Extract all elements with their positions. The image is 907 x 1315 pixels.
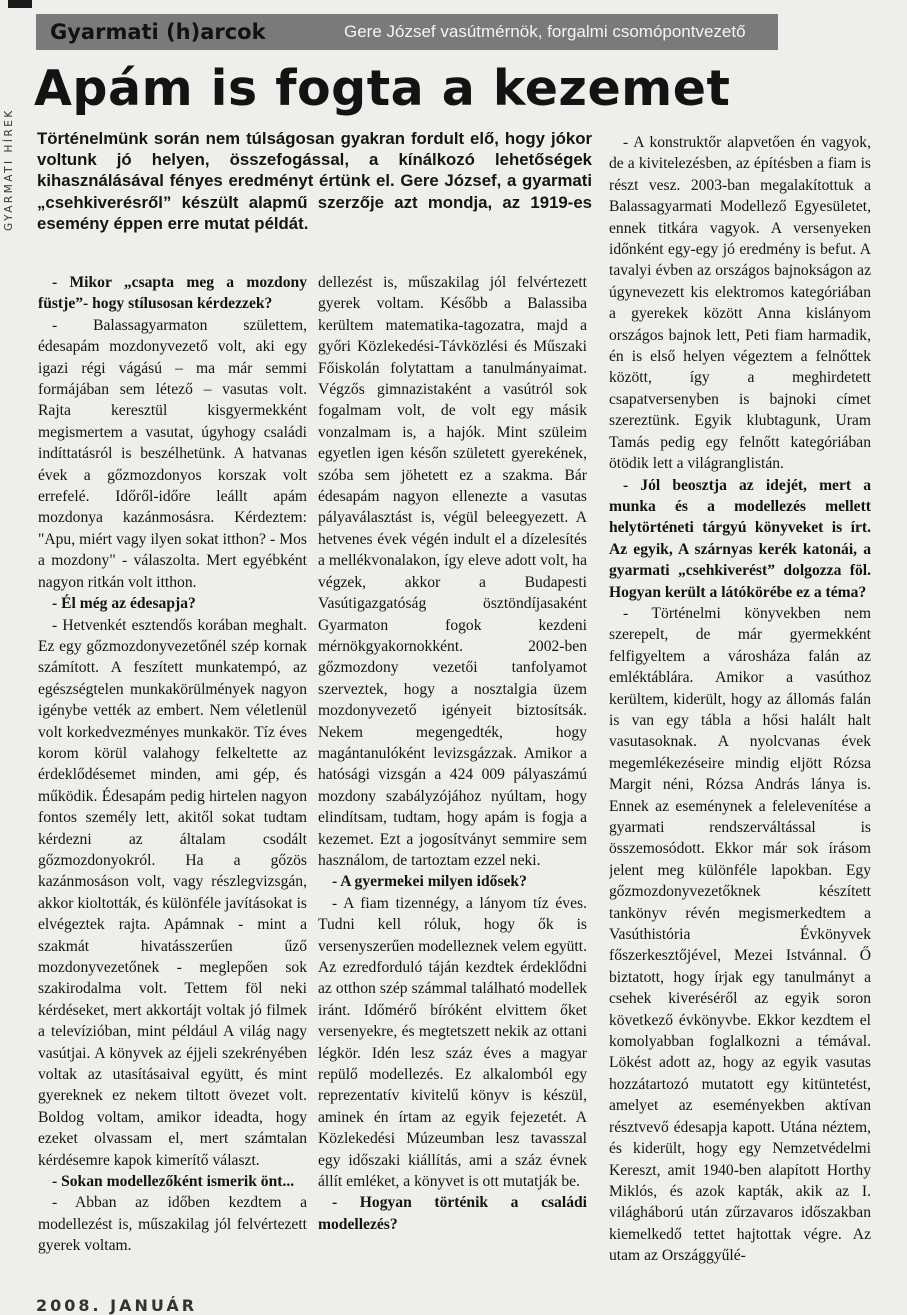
interview-question: - A gyermekei milyen idősek? <box>332 873 527 891</box>
interview-answer: - Balassagyarmaton születtem, édesapám mozdonyvezető volt, aki egy igazi régi vágású – ma már semmi formájában sem létező – vasutas volt. Rajta keresztül kisgyermekként megismertem a vasutat, úgyhogy családi indíttatásról is beszélhetünk. A hatvanas évek a gőzmozdonyos korszak volt errefelé. Időről-időre leállt apám mozdonya kazánmosásra. Kérdeztem: "Apu, miért vagy ilyen sokat itthon? - Mos a mozdony" - válaszolta. Mert egyébként nagyon ritkán volt itthon. <box>38 316 307 591</box>
article-column-2 <box>318 272 587 1272</box>
page-footer-date: 2008. JANUÁR <box>36 1296 198 1315</box>
interview-question: - Él még az édesapja? <box>52 595 196 613</box>
corner-mark <box>8 0 32 8</box>
interview-question: - Hogyan történik a családi modellezés? <box>318 1194 587 1233</box>
article-headline: Apám is fogta a kezemet <box>34 60 731 117</box>
section-label: Gyarmati (h)arcok <box>50 20 266 44</box>
article-subtitle: Gere József vasútmérnök, forgalmi csomópontvezető <box>344 22 746 41</box>
interview-answer: - Történelmi könyvekben nem szerepelt, de már gyermekként felfigyeltem a városháza falán az emléktáblára. Amikor a vasúthoz kerültem, kiderült, hogy az állomás falán is van egy tábla a hősi halált halt vasutasoknak. A nyolcvanas évek megemlékezéseire mindig eljött Rózsa Margit néni, Rózsa András lánya is. Ennek az eseménynek a felelevenítése a gyarmati rendszerváltással is összemosódott. Ekkor már sok írásom jelent meg különféle lapokban. Egy gőzmozdonyvezetőknek készített tankönyv révén megismerkedtem a Vasúthistória Évkönyvek főszerkesztőjével, Mezei Istvánnal. Ő biztatott, hogy írjak egy tanulmányt a csehek kiveréséről az egyik soron következő évkönyvbe. Ekkor kezdtem el komolyabban foglalkozni a témával. Lökést adott az, hogy az egyik vasutas hozzátartozó mutatott egy kitüntetést, amelyet az eseményekben aktívan résztvevő édesapja kapott. Utána néztem, és kiderült, hogy egy Nemzetvédelmi Kereszt, amit 1940-ben alapított Horthy Miklós, és azok kapták, akik az I. világháború után zűrzavaros időszakban kiemelkedő tettet hajtottak végre. Az utam az Országgyűlé- <box>609 604 871 1265</box>
article-column-1 <box>38 272 307 1272</box>
article-column-3 <box>609 132 871 1272</box>
interview-answer: - Hetvenkét esztendős korában meghalt. Ez egy gőzmozdonyvezetőnél szép kornak számított. A feszített munkatempó, az egészségtelen munkakörülmények nagyon igénybe vették az embert. Nem véletlenül volt korkedvezményes munkakör. Tíz éves korom körül valahogy felkeltette az érdeklődésemet minden, ami gép, és működik. Édesapám pedig hirtelen nagyon fontos személy lett, akitől sokat tudtam kérdezni az általam csodált gőzmozdonyokról. Ha a gőzös kazánmosáson volt, vagy részlegvizsgán, akkor kioltották, és különféle javításokat is elvégeztek rajta. Apámnak - mint a szakmát hivatásszerűen űző mozdonyvezetőnek - meglepően sok szakirodalma volt. Tettem föl neki kérdéseket, mert akkortájt voltak jó filmek a televízióban, mint például A világ nagy vasútjai. A könyvek az éjjeli szekrényében voltak az utasításaival együtt, és mint gyereknek ez nekem tiltott övezet volt. Boldog voltam, amikor ideadta, hogy ezeket olvassam el, mert számtalan kérdésemre kapok kimerítő választ. <box>38 616 307 1169</box>
interview-answer: - A konstruktőr alapvetően én vagyok, de a kivitelezésben, az építésben a fiam is részt vesz. 2003-ban megalakítottuk a Balassagyarmati Modellező Egyesületet, ennek titkára vagyok. A versenyeken időnként egy-egy jó eredmény is befut. A tavalyi évben az országos bajnokságon az úgynevezett kis elektromos kategóriában a gyerekek között Anna kislányom országos bajnok lett, Peti fiam harmadik, én is első helyen végeztem a felnőttek között, így a meghirdetett csapatversenyben is bajnoki címet szereztünk. Egyik klubtagunk, Uram Tamás pedig egy felnőtt kategóriában ötödik lett a világranglistán. <box>609 134 871 473</box>
interview-answer: - Abban az időben kezdtem a modellezést is, műszakilag jól felvértezett gyerek voltam. <box>38 1194 307 1255</box>
section-header-bar <box>36 14 778 50</box>
interview-question: - Mikor „csapta meg a mozdony füstje”- hogy stílusosan kérdezzek? <box>38 274 307 313</box>
interview-answer: dellezést is, műszakilag jól felvértezett gyerek voltam. Később a Balassiba kerültem matematika-tagozatra, majd a győri Közlekedési-Távközlési és Műszaki Főiskolán folytattam a tanulmányaimat. Végzős gimnazistaként a vasútról sok fogalmam volt, de volt egy másik vonzalmam is, a hajók. Mint szüleim egyetlen igen későn született gyerekének, szóba sem jöhetett ez a szakma. Bár édesapám nagyon ellenezte a vasutas pályaválasztást is, végül beleegyezett. A hetvenes évek végén indult el a dízelesítés a mellékvonalakon, így eleve adott volt, ha végzek, akkor a Budapesti Vasútigazgatóság ösztöndíjasaként Gyarmaton fogok kezdeni mérnökgyakornokként. 2002-ben gőzmozdony vezetői tanfolyamot szerveztek, hogy a nosztalgia üzem mozdonyvezető igényeit biztosítsák. Nekem megengedték, hogy magántanulóként levizsgázzak. Amikor a hatósági vizsgán a 424 009 pályaszámú mozdony szabályzójához nyúltam, hogy elindítsam, tudtam, hogy apám is fogja a kezemet. Ezt a jogosítványt semmire sem használom, de tartoztam ezzel neki. <box>318 274 587 869</box>
section-sidebar-label: GYARMATI HÍREK <box>3 108 15 232</box>
bleed-heading-shape <box>790 16 907 32</box>
interview-answer: - A fiam tizennégy, a lányom tíz éves. Tudni kell róluk, hogy ők is versenyszerűen modelleznek velem együtt. Az ezredforduló táján kezdtek érdeklődni az otthon szép számmal található modellek iránt. Időmérő bíróként elvittem őket versenyekre, és megtetszett nekik az ottani légkör. Idén lesz száz éves a magyar repülő modellezés. Ez alkalomból egy reprezentatív kivitelű könyv is készül, aminek én írtam az egyik fejezetét. A Közlekedési Múzeumban lesz tavasszal egy időszaki kiállítás, ami a száz évnek állít emléket, a könyvet is ott mutatják be. <box>318 894 587 1191</box>
interview-question: - Sokan modellezőként ismerik önt... <box>52 1173 295 1191</box>
article-lead: Történelmünk során nem túlságosan gyakran fordult elő, hogy jókor voltunk jó helyen, összefogással, a kínálkozó lehetőségek kihasználásával fényes eredményt értünk el. Gere József, a gyarmati „csehkiverésről” készült alapmű szerzője azt mondja, az 1919-es esemény éppen erre mutat példát. <box>37 129 592 233</box>
interview-question: - Jól beosztja az idejét, mert a munka és a modellezés mellett helytörténeti tárgyú könyveket is írt. Az egyik, A szárnyas kerék katonái, a gyarmati „csehkiverést” dolgozza föl. Hogyan került a látókörébe ez a téma? <box>609 476 871 601</box>
